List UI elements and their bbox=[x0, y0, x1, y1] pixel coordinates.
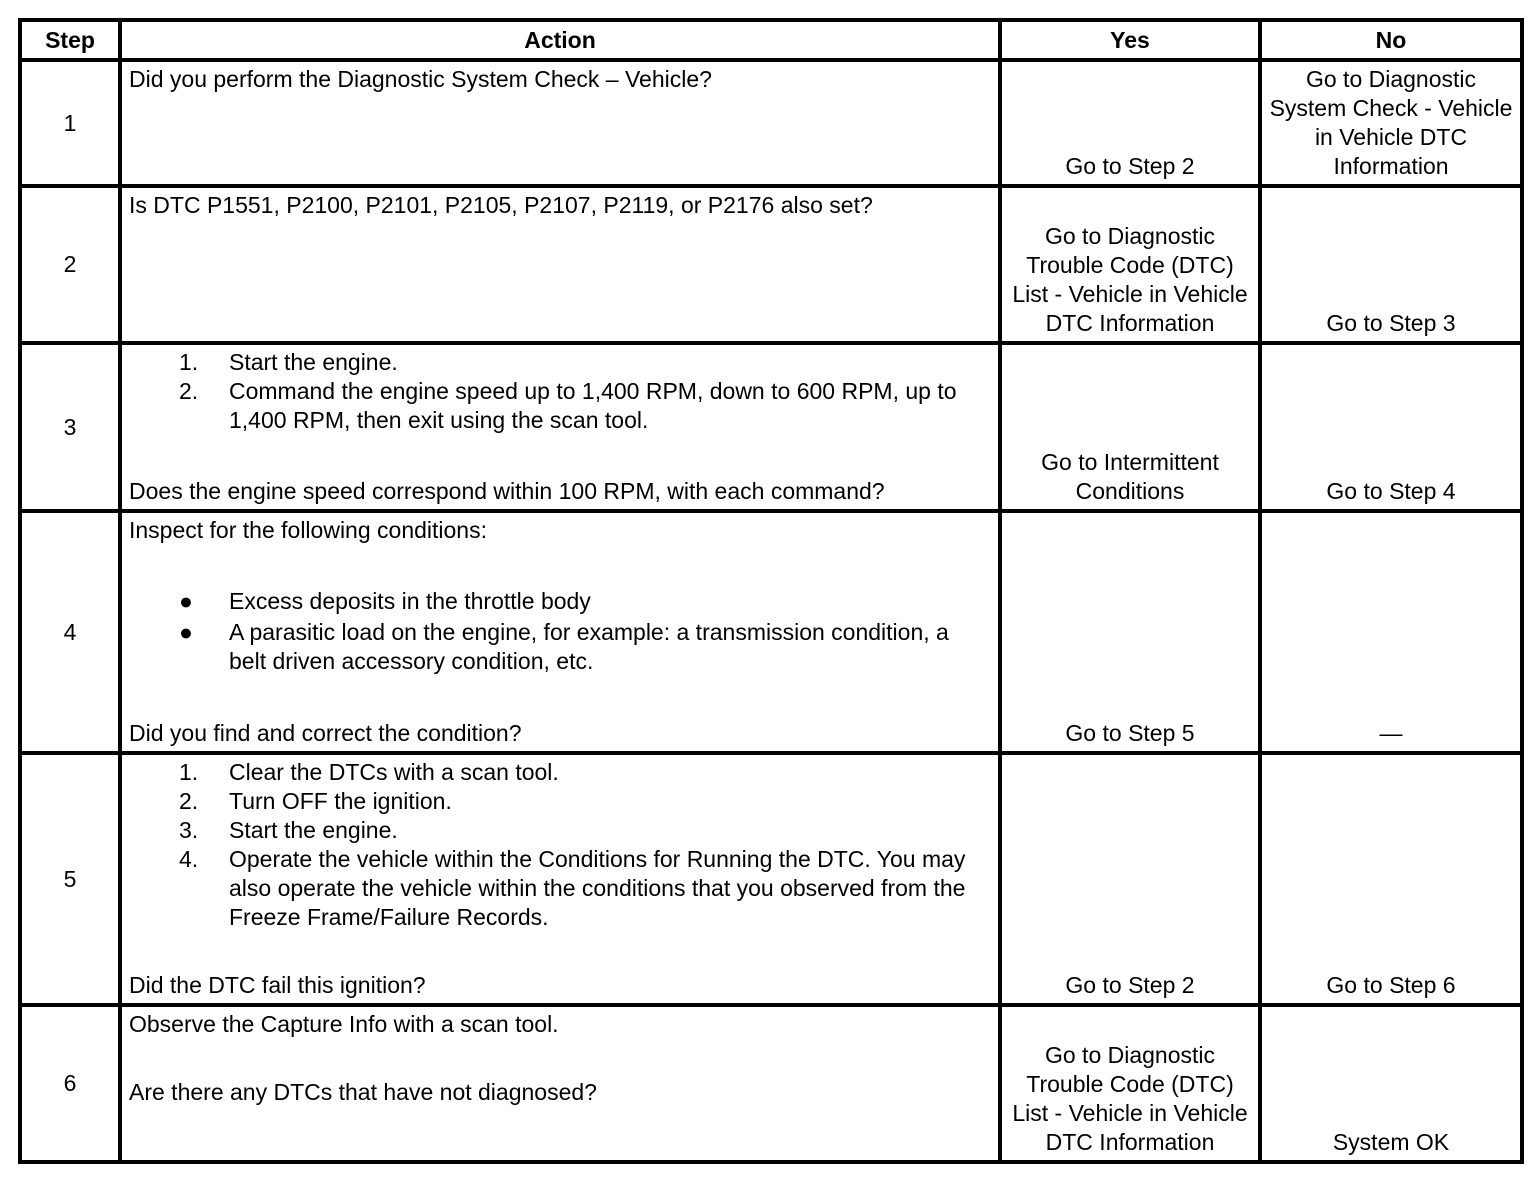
list-item bbox=[129, 787, 991, 816]
yes-result: Go to Diagnostic Trouble Code (DTC) List - Vehicle in Vehicle DTC Information bbox=[1000, 186, 1260, 343]
action-text: Inspect for the following conditions: bbox=[129, 517, 487, 543]
header-row bbox=[20, 20, 1522, 60]
list-item bbox=[129, 587, 991, 616]
no-result: Go to Step 3 bbox=[1260, 186, 1522, 343]
table-row bbox=[20, 511, 1522, 753]
action-text: Is DTC P1551, P2100, P2101, P2105, P2107, P2119, or P2176 also set? bbox=[129, 192, 873, 218]
table-row bbox=[20, 60, 1522, 186]
step-number: 3 bbox=[20, 343, 120, 511]
action-steps-list bbox=[129, 348, 991, 435]
table-row bbox=[20, 753, 1522, 1005]
no-result: — bbox=[1260, 511, 1522, 753]
action-question: Did you find and correct the condition? bbox=[129, 720, 522, 746]
yes-result: Go to Intermittent Conditions bbox=[1000, 343, 1260, 511]
bullet: ● bbox=[179, 619, 193, 645]
header-yes: Yes bbox=[1000, 20, 1260, 60]
step-index: 3. bbox=[179, 817, 199, 843]
step-index: 1. bbox=[179, 349, 199, 375]
list-item bbox=[129, 816, 991, 845]
step-index: 1. bbox=[179, 759, 199, 785]
step-text: Operate the vehicle within the Conditions for Running the DTC. You may also operate the vehicle within the conditions that you observed from the Freeze Frame/Failure Records. bbox=[229, 846, 966, 930]
header-action: Action bbox=[120, 20, 1000, 60]
table-row bbox=[20, 1005, 1522, 1162]
no-result: System OK bbox=[1260, 1005, 1522, 1162]
list-item bbox=[129, 618, 991, 676]
step-number: 5 bbox=[20, 753, 120, 1005]
no-result: Go to Step 6 bbox=[1260, 753, 1522, 1005]
action-question: Does the engine speed correspond within 100 RPM, with each command? bbox=[129, 478, 885, 504]
list-item bbox=[129, 348, 991, 377]
step-number: 2 bbox=[20, 186, 120, 343]
yes-result: Go to Step 2 bbox=[1000, 753, 1260, 1005]
action-question: Did the DTC fail this ignition? bbox=[129, 972, 426, 998]
action-cell bbox=[120, 1005, 1000, 1162]
action-text: Observe the Capture Info with a scan tool. bbox=[129, 1011, 559, 1037]
condition-list bbox=[129, 585, 991, 678]
action-cell bbox=[120, 60, 1000, 186]
yes-result: Go to Diagnostic Trouble Code (DTC) List - Vehicle in Vehicle DTC Information bbox=[1000, 1005, 1260, 1162]
step-text: Clear the DTCs with a scan tool. bbox=[229, 759, 559, 785]
diagnostic-table bbox=[18, 18, 1524, 1164]
list-item bbox=[129, 377, 991, 435]
step-index: 2. bbox=[179, 378, 199, 404]
step-text: Turn OFF the ignition. bbox=[229, 788, 452, 814]
action-steps-list bbox=[129, 758, 991, 932]
table-row bbox=[20, 343, 1522, 511]
step-index: 4. bbox=[179, 846, 199, 872]
action-text: Did you perform the Diagnostic System Check – Vehicle? bbox=[129, 66, 712, 92]
action-question: Are there any DTCs that have not diagnosed? bbox=[129, 1079, 597, 1105]
action-cell bbox=[120, 343, 1000, 511]
bullet-text: A parasitic load on the engine, for example: a transmission condition, a belt driven accessory condition, etc. bbox=[229, 619, 949, 674]
step-index: 2. bbox=[179, 788, 199, 814]
step-number: 4 bbox=[20, 511, 120, 753]
no-result: Go to Step 4 bbox=[1260, 343, 1522, 511]
header-no: No bbox=[1260, 20, 1522, 60]
step-text: Start the engine. bbox=[229, 349, 398, 375]
header-step: Step bbox=[20, 20, 120, 60]
bullet: ● bbox=[179, 588, 193, 614]
action-cell bbox=[120, 186, 1000, 343]
no-result: Go to Diagnostic System Check - Vehicle in Vehicle DTC Information bbox=[1260, 60, 1522, 186]
step-number: 6 bbox=[20, 1005, 120, 1162]
action-cell bbox=[120, 511, 1000, 753]
list-item bbox=[129, 758, 991, 787]
yes-result: Go to Step 2 bbox=[1000, 60, 1260, 186]
step-text: Command the engine speed up to 1,400 RPM, down to 600 RPM, up to 1,400 RPM, then exit using the scan tool. bbox=[229, 378, 957, 433]
action-cell bbox=[120, 753, 1000, 1005]
step-text: Start the engine. bbox=[229, 817, 398, 843]
table-row bbox=[20, 186, 1522, 343]
yes-result: Go to Step 5 bbox=[1000, 511, 1260, 753]
list-item bbox=[129, 845, 991, 932]
bullet-text: Excess deposits in the throttle body bbox=[229, 588, 591, 614]
step-number: 1 bbox=[20, 60, 120, 186]
